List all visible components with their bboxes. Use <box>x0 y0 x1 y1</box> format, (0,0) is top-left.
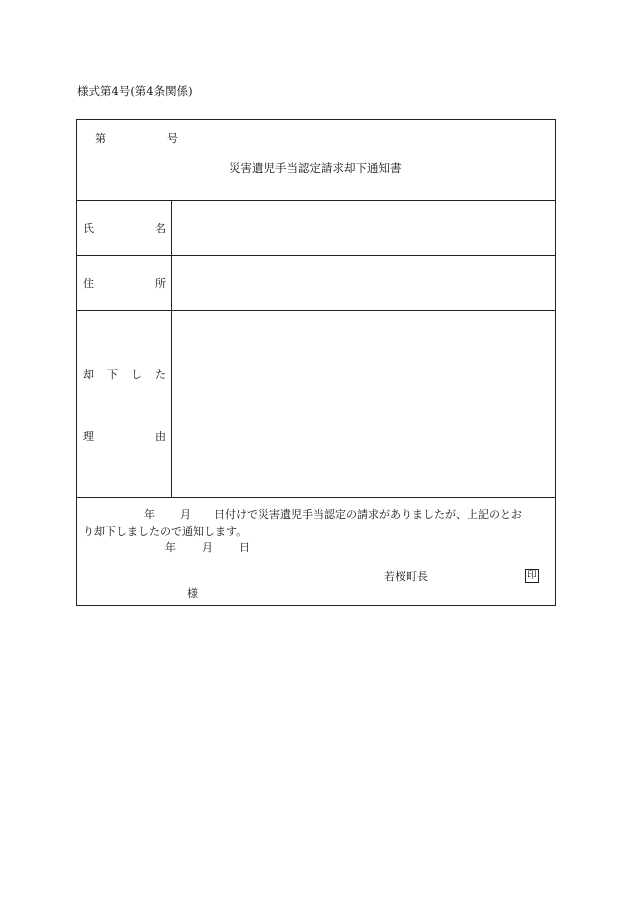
notice-month: 月 <box>180 508 191 521</box>
reason-label-char-3: し <box>131 368 142 381</box>
issuer-name: 若桜町長 <box>384 570 428 583</box>
issue-date-month: 月 <box>202 541 213 554</box>
name-value-field[interactable] <box>173 202 553 254</box>
issue-date-year: 年 <box>165 541 176 554</box>
address-label-second: 所 <box>155 277 166 290</box>
issue-date-day: 日 <box>239 541 250 554</box>
reason-value-field[interactable] <box>173 312 553 496</box>
reason-label-char-4: た <box>155 368 166 381</box>
notice-body-line2: り却下しましたので通知します。 <box>83 525 248 538</box>
rule-after-name <box>77 255 555 256</box>
number-suffix: 号 <box>167 132 178 145</box>
form-number: 様式第4号(第4条関係) <box>77 84 193 98</box>
reason-label-char-6: 由 <box>155 430 166 443</box>
notice-year: 年 <box>144 508 155 521</box>
address-value-field[interactable] <box>173 257 553 309</box>
reason-label-char-5: 理 <box>83 430 94 443</box>
document-title: 災害遺児手当認定請求却下通知書 <box>229 161 402 175</box>
rule-after-reason <box>77 497 555 498</box>
reason-label-char-1: 却 <box>83 368 94 381</box>
label-column-divider <box>171 200 172 497</box>
rule-after-address <box>77 310 555 311</box>
addressee-suffix: 様 <box>187 587 198 600</box>
reason-label-char-2: 下 <box>107 368 118 381</box>
rule-after-header <box>77 200 555 201</box>
notice-body-line1: 日付けで災害遺児手当認定の請求がありましたが、上記のとお <box>214 508 522 521</box>
name-label-first: 氏 <box>83 222 94 235</box>
name-label-second: 名 <box>155 222 166 235</box>
number-prefix: 第 <box>95 132 106 145</box>
seal-mark: 印 <box>525 569 539 583</box>
address-label-first: 住 <box>83 277 94 290</box>
notice-form <box>76 119 556 606</box>
